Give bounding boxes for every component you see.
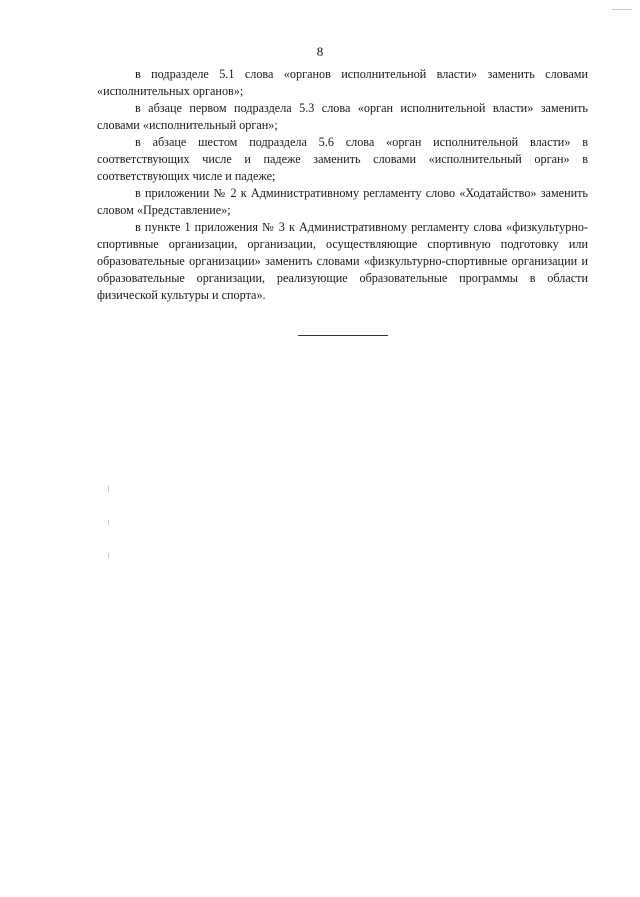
scan-mark — [108, 553, 109, 558]
scan-mark — [108, 520, 109, 525]
page-number: 8 — [316, 44, 324, 59]
end-separator-line — [298, 335, 388, 336]
paragraph-appendix-2: в приложении № 2 к Административному регламенту слово «Ходатайство» заменить словом «Представление»; — [97, 186, 588, 217]
document-body — [97, 66, 588, 304]
paragraph-subsection-5-1: в подразделе 5.1 слова «органов исполнительной власти» заменить словами «исполнительных органов»; — [97, 67, 588, 98]
scan-mark — [612, 9, 632, 10]
scan-mark — [108, 486, 109, 492]
paragraph-subsection-5-6: в абзаце шестом подраздела 5.6 слова «орган исполнительной власти» в соответствующих числе и падеже заменить словами «исполнительный орган» в соответствующих числе и падеже; — [97, 135, 588, 183]
paragraph-subsection-5-3: в абзаце первом подраздела 5.3 слова «орган исполнительной власти» заменить словами «исполнительный орган»; — [97, 101, 588, 132]
paragraph-appendix-3: в пункте 1 приложения № 3 к Административному регламенту слова «физкультурно-спортивные организации, организации, осуществляющие спортивную подготовку или образовательные организации» заменить словами «физкультурно-спортивные организации и образовательные организации, реализующие образовательные программы в области физической культуры и спорта». — [97, 220, 588, 302]
